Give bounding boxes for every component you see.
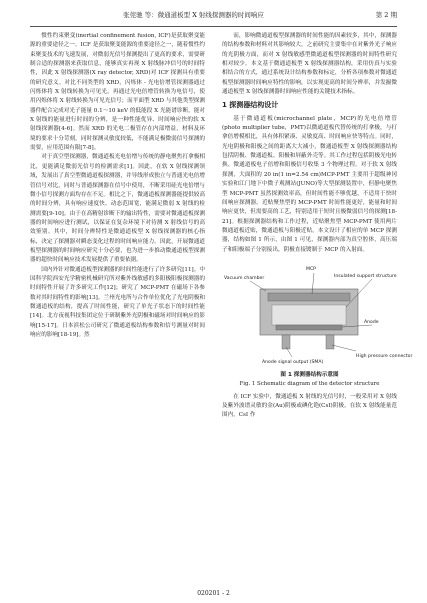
paragraph: 而，影响微通道板型探测器的时间性能的因素较多，其中，探测器的结构参数和材料对其影响较大。之前研究主要集中在对紫外光子响应的光阴极方面，而对 X 射线敏感型微通道板型探测器的时间特性研究相对较少。本文基于微通道板型 X 射线探测器结构，采用仿真与实验相结合的方式，通过系统设计结构参数和标定，分析各项参数对微通道板型探测器时间响应特性的影响，以实现更高的时间分辨率，并发掘微通道板型 X 射线探测器时间响应性能的关键技术指标。 (222, 33, 397, 96)
page-header (30, 10, 397, 27)
insulated-support-shape (272, 305, 346, 325)
figure-caption-en: Fig. 1 Schematic diagram of the detector structure (239, 381, 380, 388)
detector-structure-figure (222, 259, 413, 369)
insulated-support-label: Insulated support structure (334, 273, 397, 279)
hv-connector-label: High pressure connector (356, 353, 413, 359)
sma-connector-shape (282, 335, 290, 349)
paragraph: 基于微通道板(microchannel plate，MCP)的光电倍增管(photo multiplier tube，PMT)以微通道板代替传统的打拿极，与打拿倍增模相比，具有体积紧凑、灵敏度高、时间响应快等特点。同时，光电阴极和阳极之间的距离大大减小，微通道板型 X 射线探测器结构包括阴极、微通道板、阳极和屏蔽外壳等。其工作过程包括阴极光电转换、微通道板电子倍增和阳极信号收集 3 个物理过程。对于软 X 射线探测，大面积的 20 in(1 in=2.54 cm)MCP-PMT 主要用于超级神冈实验和江门地下中微子观测站(JUNO)等大型探测装置中，但静电聚焦型 MCP-PMT 虽然探测效率高，但时间性能不够优越，不适用于快时间响应探测器。近贴聚焦型的 MCP-PMT 时间性能更好，能量和时间响应更快，但需要高的工艺，特别适用于短时且极微弱信号的探测[18-21]。根据探测器结构和工作过程，近贴聚焦型 MCP-PMT 使用两片微通道板近贴，微通道板与阳极近贴。本文设计了相应的单 MCP 探测器，结构如图 1 所示，由图 1 可见，探测器内部为真空腔体，高压端子和阳极端子分别接出，阴极直接镀制于 MCP 的入射面。 (222, 115, 397, 253)
anode-shape (276, 325, 342, 330)
detector-diagram (222, 259, 413, 369)
issue-number: 第 2 期 (375, 11, 397, 19)
running-title: 张莞驰 等：微通道板型 X 射线探测器的时间响应 (123, 11, 264, 19)
mcp-shape (268, 293, 350, 301)
section-heading: 1 探测器结构设计 (222, 101, 279, 110)
sma-label: Anode signal output (SMA) (262, 359, 324, 365)
paragraph: 在 ICF 实验中，微通道板 X 射线的光信号时，一般采用对 X 射线及紫外波谱灵敏的金(Au)阴极或碘化铯(CsI)阴极，在软 X 射线能量范围内，CsI 作 (222, 393, 397, 419)
paragraph: 惯性约束聚变(inertial confinement fusion, ICF)是获取聚变能源的重要途径之一。ICF 是获取聚变能源的重要途径之一，随着惯性约束聚变技术的飞速发展，对微弱光信号探测提出了更高的要求，需要研制合适的探测器来获取信息，能够真实再现 X 射线脉冲信号的时间特性，因此 X 射线探测器(X ray detector, XRD)对 ICF 探测具有重要的研究意义。对比不同类型的 XRD，闪烁体 - 光电倍增管探测器通过闪烁体将 X 射线转换为可见光，再通过光电倍增管转换为电信号，使用闪烁体将 X 射线转换为可见光信号；而平面型 XRD 与其他类型探测器件配合完成对光子能量 0.1～10 keV 的低能段 X 光能谱诊断，能对 X 射线的能量进行时间的分辨，是一种性能优异、时间响应快的软 X 射线探测器[4-6]。然而 XRD 的光电二极管存在内部增益，材料及环境的要求十分苛刻，同时探测灵敏度较低，不能满足极微弱信号探测的需要，应用范围有限[7-8]。 (30, 33, 205, 152)
mcp-label: MCP (306, 266, 316, 272)
page-footer: 020201 - 2 (197, 590, 230, 597)
paragraph: 对于真空型探测器，微通道板光电倍增与传统的静电聚焦打拿极相比，更能满足微弱光信号的检测需求[1]。因此，在软 X 射线探测领域，发展出了真空型微通道板探测器，并导线形成独立与普通光电倍增管信号对比，同时与普通探测器在信号中使用，不断采用硅光电倍增与微小信号探测方面均存在不足。相比之下，微通道板探测器能提供较高的时间分辨，具有响应速度快、动态范围宽，能满足微弱 X 射线的检测需要[9-10]。由于在高精射诊断下的输出特性，需要对微通道板探测器的时间响应进行测试，以保证在复杂环境下对待测 X 射线信号的高效鉴别。其中，时间分辨特性是微通道板型 X 射线探测器的核心指标，决定了探测器对瞬态变化过程的时间响应能力。因此，开展微通道板型探测器的时间响应研究十分必要，也为进一步推动微通道板型探测器的超快时间响应技术发展提供了重要依据。 (30, 154, 205, 264)
right-column (222, 32, 413, 421)
vacuum-chamber-label: Vacuum chamber (224, 275, 265, 281)
figure-caption-zh: 图 1 探测器结构示意图 (280, 371, 339, 378)
paragraph: 国内外针对微通道板型探测器的时间性能进行了许多研究[11]。中国科学院西安光学精密机械研究所对紫外线敏感的多阳极阳极探测器的时间特性开展了许多研究工作[12]；研究了 MCP-PMT 在磁场下各参数对其时间特性的影响[13]。兰州光电所与合作单位优化了光电阴极和微通道板的结构，提高了时间性能，研究了单光子状态下的时间性能[14]。北方夜视科技集团定位于研制紫外光阴极和磁场对时间响应的影响[15-17]。日本滨松公司研究了微通道板结构参数和信号测量对时间响应的影响[18-19]。然 (30, 266, 205, 338)
anode-label: Anode (364, 319, 379, 325)
left-column (30, 32, 205, 340)
hv-connector-shape (326, 335, 334, 349)
